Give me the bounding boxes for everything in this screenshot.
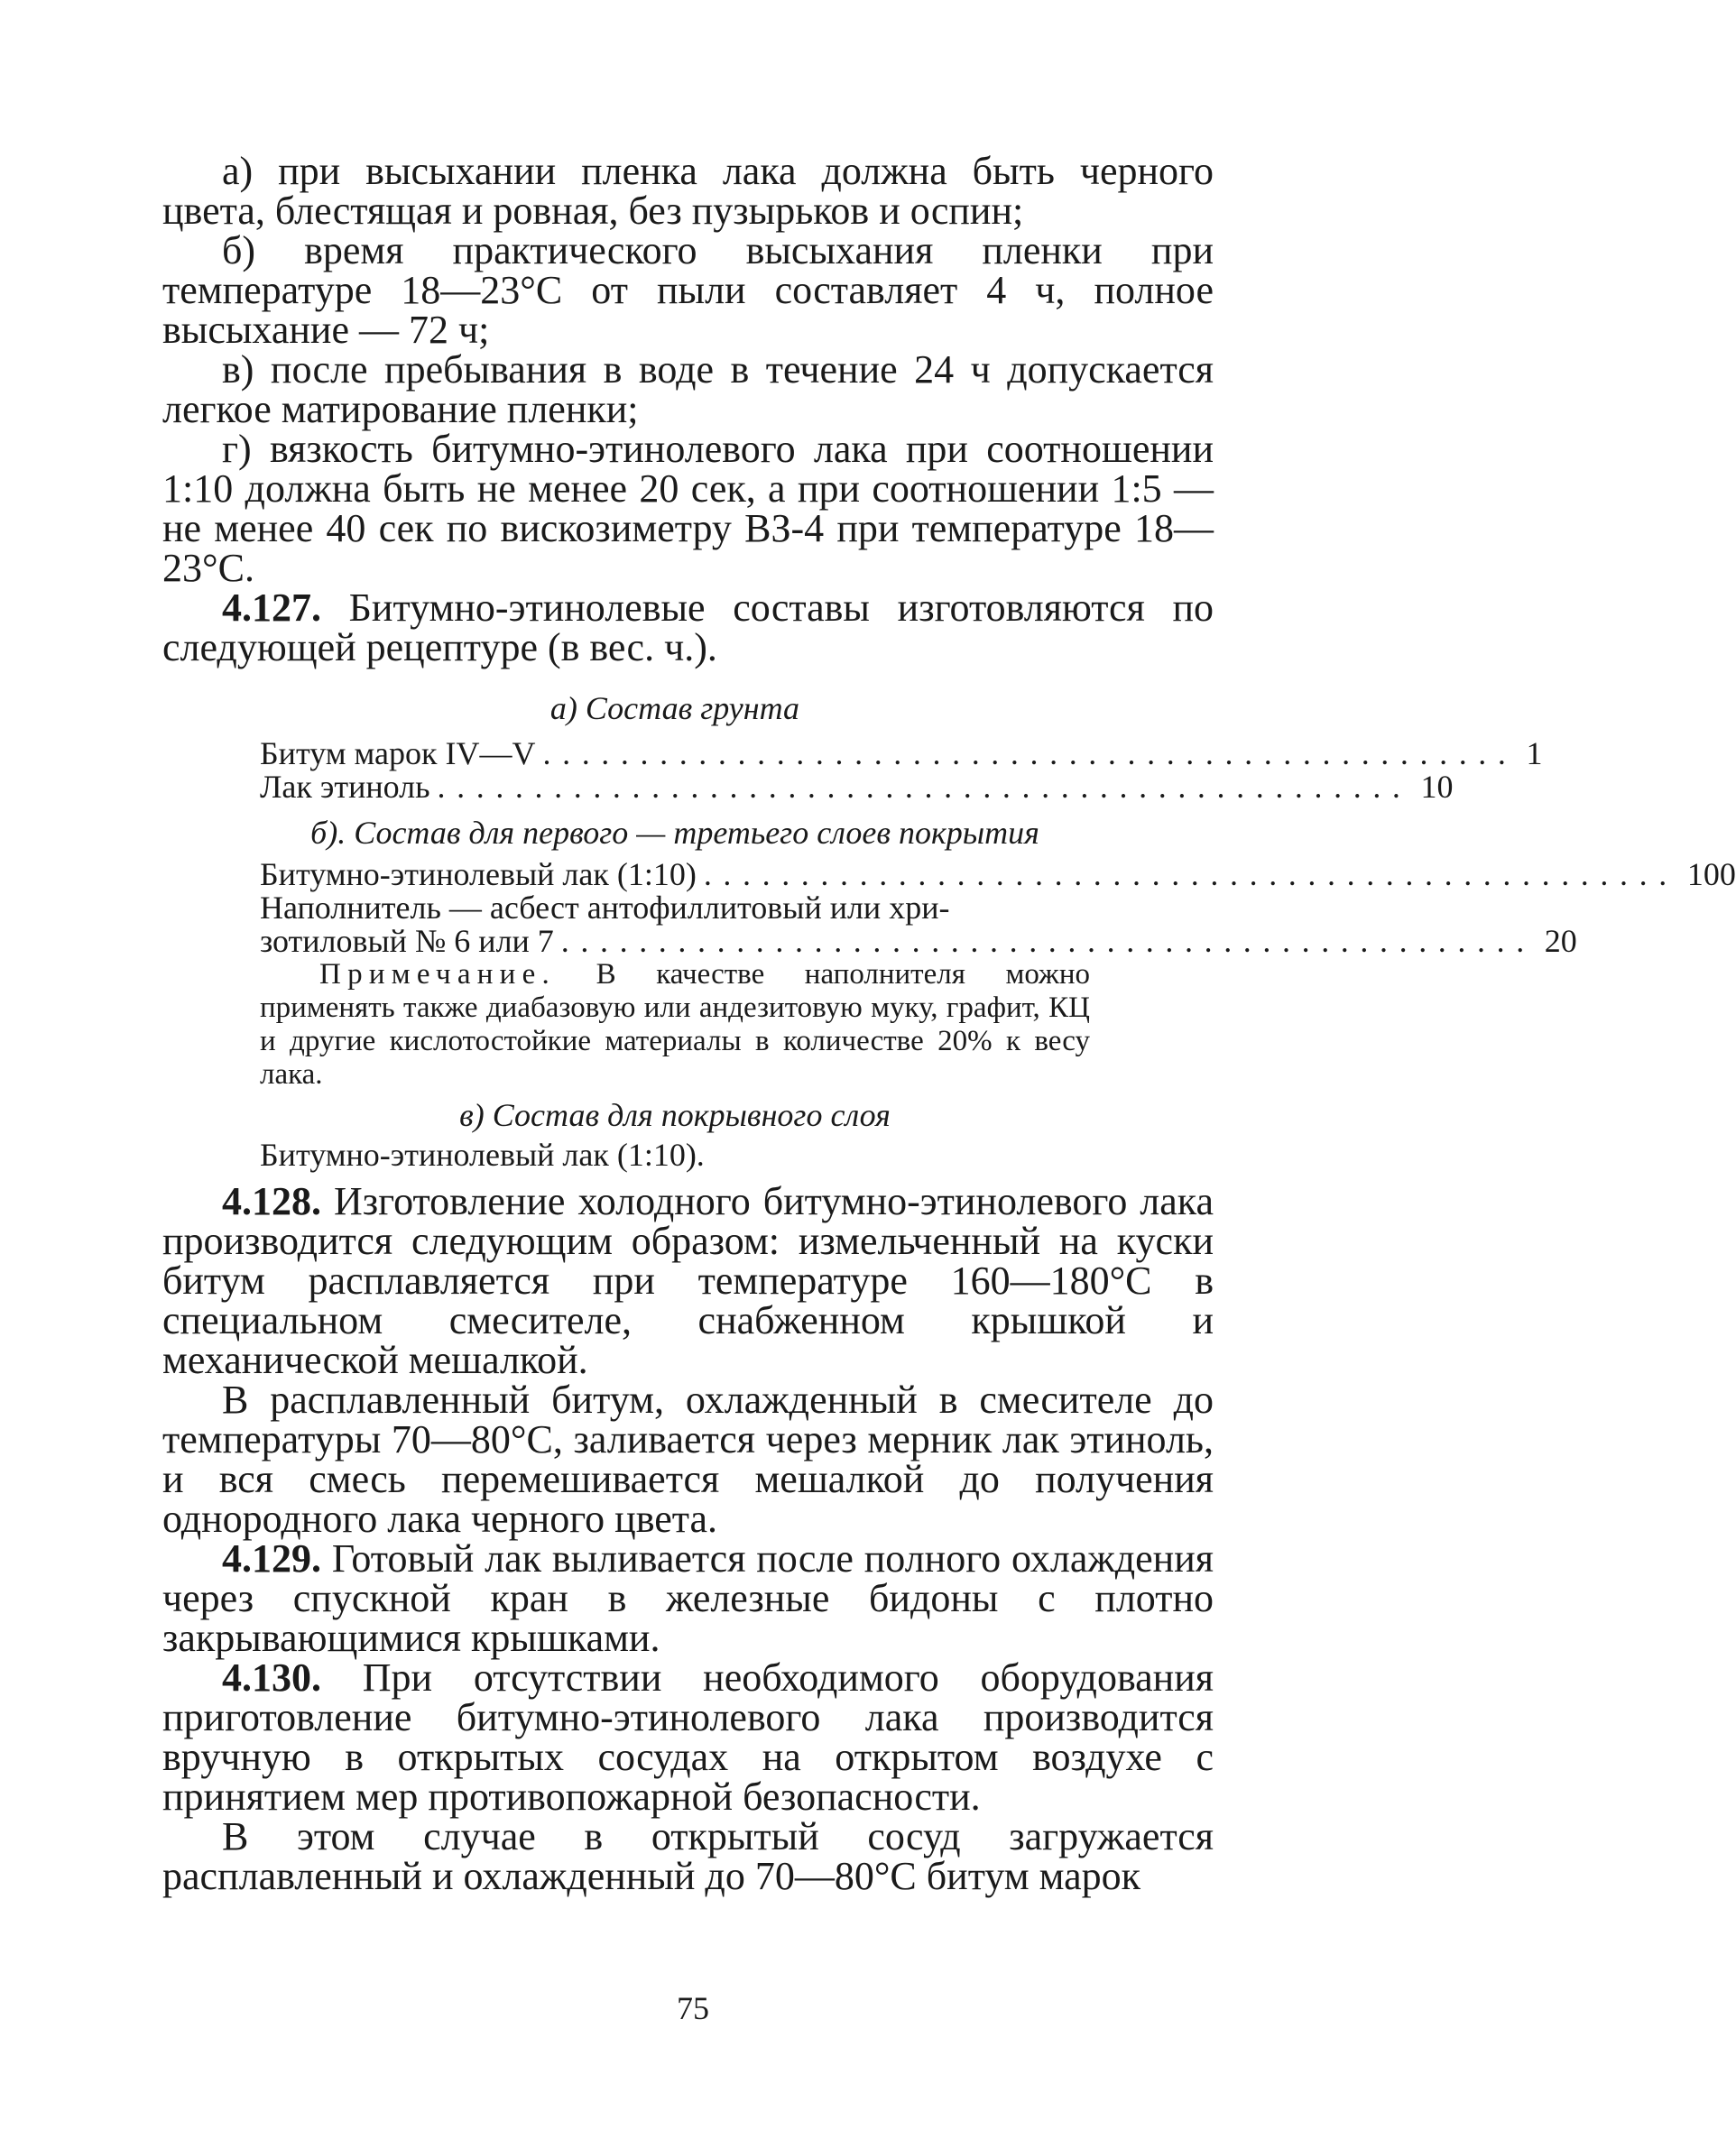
recipe-row-label: зотиловый № 6 или 7 [260,923,554,959]
paragraph-text: Битумно-этинолевые составы изготовляются по следующей рецептуре (в вес. ч.). [162,586,1214,669]
section-number: 4.130. [222,1655,321,1700]
recipe-row-label: Лак этиноль [260,769,430,805]
recipe-heading-v: в) Состав для покрывного слоя [459,1097,891,1133]
recipe-row [260,769,1454,805]
recipe-row-value: 1 [1526,735,1543,771]
note [260,958,1090,1092]
item-g: г) вязкость битумно-этинолевого лака при соотношении 1:10 должна быть не менее 20 сек, а при соотношении 1:5 — не менее 40 сек по вискозиметру ВЗ-4 при температуре 18—23°С. [162,427,1214,590]
paragraph-4-130-continued: В этом случае в открытый сосуд загружается расплавленный и охлажденный до 70—80°С битум марок [162,1814,1214,1898]
recipe-row [260,735,1543,771]
recipe-block [260,690,1736,1173]
paragraph-text: Готовый лак выливается после полного охлаждения через спускной кран в железные бидоны с плотно закрывающимися крышками. [162,1536,1214,1660]
note-label: Примечание. [319,958,557,991]
leader-dots: .................................................. [437,769,1412,805]
procedure-block [162,1179,1214,1898]
recipe-row-value: 100 [1686,856,1736,892]
paragraph-text: При отсутствии необходимого оборудования приготовление битумно-этинолевого лака производится вручную в открытых сосудах на открытом воздухе с принятием мер противопожарной безопасности. [162,1655,1214,1819]
paragraph-4-128 [162,1179,1214,1382]
paragraph-4-128-continued: В расплавленный битум, охлажденный в смесителе до температуры 70—80°С, заливается через мерник лак этиноль, и вся смесь перемешивается мешалкой до получения однородного лака черного цвета. [162,1378,1214,1541]
recipe-heading-b: б). Состав для первого — третьего слоев покрытия [310,815,1039,851]
paragraph-4-130 [162,1655,1214,1819]
item-a: а) при высыхании пленка лака должна быть черного цвета, блестящая и ровная, без пузырьков и оспин; [162,149,1214,233]
section-number: 4.129. [222,1536,321,1581]
page-number: 75 [677,1990,709,2026]
recipe-row [260,856,1736,892]
section-number: 4.127. [222,586,321,630]
leader-dots: .................................................. [703,856,1678,892]
recipe-row-value: 10 [1420,769,1454,805]
item-b: б) время практического высыхания пленки при температуре 18—23°С от пыли составляет 4 ч, полное высыхание — 72 ч; [162,228,1214,352]
recipe-row-value: 20 [1544,923,1577,959]
recipe-row-label: Битумно-этинолевый лак (1:10) [260,856,697,892]
recipe-row-label: Битум марок IV—V [260,735,536,771]
recipe-row [260,923,1577,959]
section-number: 4.128. [222,1179,321,1223]
item-v: в) после пребывания в воде в течение 24 ч допускается легкое матирование пленки; [162,347,1214,431]
leader-dots: .................................................. [560,923,1536,959]
recipe-row-label-line1: Наполнитель — асбест антофиллитовый или хри- [260,890,950,926]
leader-dots: .................................................. [542,735,1518,771]
paragraph-text: Изготовление холодного битумно-этинолевого лака производится следующим образом: измельченный на куски битум расплавляется при температуре 160—180°С в специальном смесителе, снабженном крышкой и механической мешалкой. [162,1179,1214,1382]
recipe-text-v: Битумно-этинолевый лак (1:10). [260,1137,705,1173]
requirements-block [162,149,1214,669]
note-text: В качестве наполнителя можно применять также диабазовую или андезитовую муку, графит, КЦ и другие кислотостойкие материалы в количестве 20% к весу лака. [260,958,1090,1091]
paragraph-4-129 [162,1536,1214,1660]
recipe-heading-a: а) Состав грунта [549,690,800,726]
paragraph-4-127 [162,588,1214,668]
